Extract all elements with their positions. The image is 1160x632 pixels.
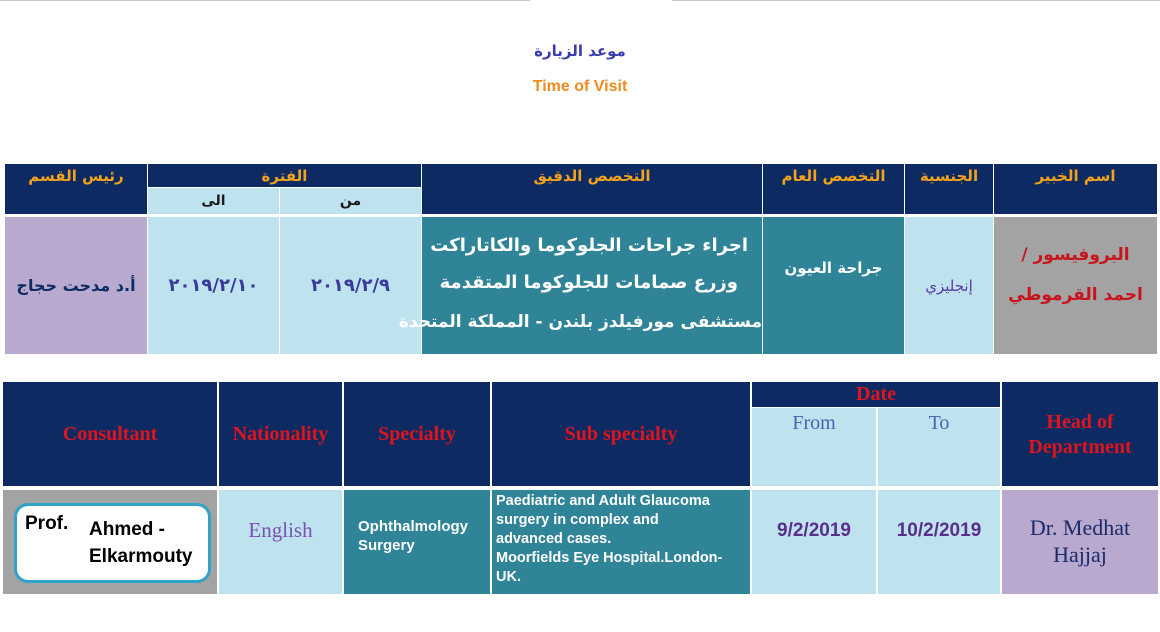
header-sub-specialty: Sub specialty [492,382,750,486]
consultant-name-line1: Ahmed - [89,519,165,540]
page-title-english: Time of Visit [532,78,628,95]
sub-specialty-value [492,490,750,594]
sub-specialty-line5: UK. [496,569,521,585]
header-date: Date [752,382,1000,407]
header-to-ar: الى [148,188,279,214]
date-from-ar: ٢٠١٩/٢/٩ [280,217,421,354]
general-specialty-ar: جراحة العيون [763,217,904,354]
head-of-department-ar: أ.د مدحت حجاج [5,217,147,354]
sub-specialty-line1: Paediatric and Adult Glaucoma [496,493,710,509]
head-of-department-value [1002,490,1158,594]
head-of-department-line2: Hajjaj [1053,542,1107,567]
header-general-specialty-ar: التخصص العام [763,164,904,214]
sub-specialty-ar-line1: اجراء جراحات الجلوكوما والكاتاراكت [430,235,748,256]
expert-name-ar [994,217,1157,354]
header-from: From [752,408,876,486]
header-specialty: Specialty [344,382,490,486]
consultant-prefix: Prof. [25,513,69,534]
header-head-of-department [1002,382,1158,486]
date-to-value: 10/2/2019 [878,490,1000,594]
sub-specialty-line2: surgery in complex and [496,512,659,528]
header-sub-specialty-ar: التخصص الدقيق [422,164,762,214]
sub-specialty-ar-line2: وزرع صمامات للجلوكوما المتقدمة [439,272,738,293]
header-head-line1: Head of [1046,411,1114,433]
nationality-ar: إنجليزي [905,217,993,354]
head-of-department-line1: Dr. Medhat [1029,515,1131,540]
top-divider-left [0,0,530,1]
header-head-line2: Department [1028,436,1132,458]
page-title-arabic: موعد الزيارة [534,42,626,60]
sub-specialty-line4: Moorfields Eye Hospital.London- [496,550,723,566]
specialty-line1: Ophthalmology [358,518,468,535]
nationality-value: English [219,490,342,594]
sub-specialty-line3: advanced cases. [496,531,612,547]
specialty-value [344,490,490,594]
consultant-cell [3,490,217,594]
consultant-name-line2: Elkarmouty [89,546,193,567]
english-schedule-table [3,382,1158,595]
expert-name-ar-line2: احمد القرموطي [1008,285,1143,305]
header-from-ar: من [280,188,421,214]
header-nationality-ar: الجنسية [905,164,993,214]
sub-specialty-ar-line3: مستشفى مورفيلدز بلندن - المملكة المتحدة [398,312,762,332]
header-to: To [878,408,1000,486]
header-head-of-department-ar: رئيس القسم [5,164,147,214]
header-period-ar: الفترة [148,164,421,187]
date-to-ar: ٢٠١٩/٢/١٠ [148,217,279,354]
date-from-value: 9/2/2019 [752,490,876,594]
specialty-line2: Surgery [358,537,415,554]
header-nationality: Nationality [219,382,342,486]
top-divider-right [672,0,1160,1]
expert-name-ar-line1: البروفيسور / [1021,245,1130,265]
sub-specialty-ar [398,217,762,354]
arabic-schedule-table [5,164,1157,354]
header-expert-name-ar: اسم الخبير [994,164,1157,214]
header-consultant: Consultant [3,382,217,486]
consultant-name-box [14,503,211,583]
